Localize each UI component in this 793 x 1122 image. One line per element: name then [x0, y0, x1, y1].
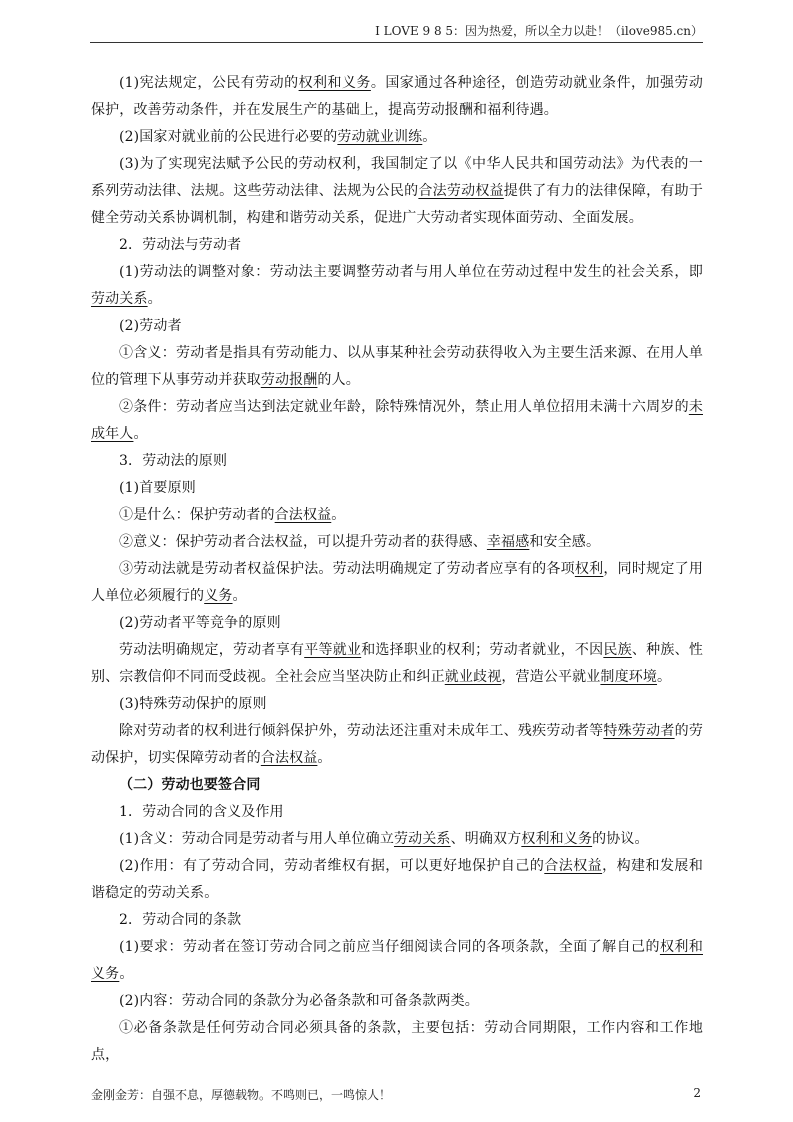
- paragraph: [91, 151, 703, 232]
- text-run: 提供了有力的法律保障，有助于健全劳动关系协调机制，构建和谐劳动关系，促进广大劳动者实现体面劳动、全面发展。: [91, 183, 703, 226]
- text-run: (1)宪法规定，公民有劳动的: [119, 75, 299, 91]
- text-run: 劳动法明确规定，劳动者享有: [119, 642, 305, 658]
- text-run: ，营造公平就业: [501, 669, 601, 685]
- paragraph: [91, 556, 703, 610]
- text-run: 除对劳动者的权利进行倾斜保护外，劳动法还注重对未成年工、残疾劳动者等: [119, 723, 604, 739]
- text-run: (1)含义：劳动合同是劳动者与用人单位确立: [119, 831, 394, 847]
- underlined-term: 劳动关系: [91, 291, 148, 307]
- underlined-term: 权利和义务: [91, 939, 703, 982]
- text-run: 1．劳动合同的含义及作用: [119, 804, 284, 820]
- text-run: ③劳动法就是劳动者权益保护法。劳动法明确规定了劳动者应享有的各项: [119, 561, 575, 577]
- paragraph: [91, 718, 703, 772]
- paragraph: [91, 340, 703, 394]
- page-number: 2: [693, 1086, 701, 1100]
- text-run: 。: [657, 669, 672, 685]
- text-run: 2．劳动合同的条款: [119, 912, 242, 928]
- text-run: 、明确双方: [450, 831, 522, 847]
- underlined-term: 权利: [574, 561, 604, 577]
- text-run: 。: [317, 750, 332, 766]
- paragraph: [91, 502, 703, 529]
- footer-motto: 金刚金芳：自强不息，厚德载物。不鸣则已，一鸣惊人！: [91, 1088, 392, 1102]
- underlined-term: 合法权益: [274, 507, 332, 523]
- text-run: (1)要求：劳动者在签订劳动合同之前应当仔细阅读合同的各项条款，全面了解自己的: [119, 939, 660, 955]
- text-run: (2)劳动者: [119, 318, 182, 334]
- text-run: 。: [331, 507, 346, 523]
- text-run: (1)劳动法的调整对象：劳动法主要调整劳动者与用人单位在劳动过程中发生的社会关系，即: [119, 264, 703, 280]
- paragraph: [91, 826, 703, 853]
- underlined-term: 义务: [204, 588, 233, 604]
- text-run: 。: [119, 966, 134, 982]
- text-run: 。: [422, 129, 437, 145]
- text-run: ，构建和发展和谐稳定的劳动关系。: [91, 858, 703, 901]
- underlined-term: 劳动就业训练: [337, 129, 423, 145]
- text-run: ②意义：保护劳动者合法权益，可以提升劳动者的获得感、: [119, 534, 487, 550]
- paragraph: [91, 394, 703, 448]
- paragraph: [91, 637, 703, 691]
- paragraph: [91, 259, 703, 313]
- underlined-term: 民族: [603, 642, 632, 658]
- underlined-term: 未成年人: [91, 399, 703, 442]
- text-run: (2)劳动者平等竞争的原则: [119, 615, 281, 631]
- text-run: 2．劳动法与劳动者: [119, 237, 242, 253]
- paragraph: [91, 853, 703, 907]
- paragraph: [91, 934, 703, 988]
- text-run: (1)首要原则: [119, 480, 196, 496]
- paragraph: [91, 799, 703, 826]
- underlined-term: 制度环境: [600, 669, 658, 685]
- text-run: 3．劳动法的原则: [119, 453, 228, 469]
- paragraph: [91, 475, 703, 502]
- underlined-term: 幸福感: [486, 534, 530, 550]
- document-body: [91, 70, 703, 1069]
- text-run: ①必备条款是任何劳动合同必须具备的条款，主要包括：劳动合同期限，工作内容和工作地点，: [91, 1020, 703, 1063]
- text-run: ，同时规定了用人单位必须履行的: [91, 561, 703, 604]
- text-run: 的协议。: [592, 831, 649, 847]
- text-run: 和选择职业的权利；劳动者就业，不因: [361, 642, 604, 658]
- section-heading: （二）劳动也要签合同: [119, 777, 261, 793]
- text-run: 。: [232, 588, 247, 604]
- text-run: ①含义：劳动者是指具有劳动能力、以从事某种社会劳动获得收入为主要生活来源、在用人单位的管理下从事劳动并获取: [91, 345, 703, 388]
- paragraph: [91, 124, 703, 151]
- underlined-term: 合法权益: [260, 750, 318, 766]
- underlined-term: 平等就业: [304, 642, 362, 658]
- text-run: 和安全感。: [529, 534, 601, 550]
- paragraph: [91, 313, 703, 340]
- paragraph: [91, 70, 703, 124]
- paragraph: [91, 907, 703, 934]
- underlined-term: 劳动报酬: [260, 372, 318, 388]
- text-run: 。国家通过各种途径，创造劳动就业条件，加强劳动保护，改善劳动条件，并在发展生产的基础上，提高劳动报酬和福利待遇。: [91, 75, 704, 118]
- text-run: (2)国家对就业前的公民进行必要的: [119, 129, 338, 145]
- text-run: 、种族、性别、宗教信仰不同而受歧视。全社会应当坚决防止和纠正: [91, 642, 703, 685]
- underlined-term: 合法劳动权益: [418, 183, 504, 199]
- underlined-term: 特殊劳动者: [603, 723, 675, 739]
- text-run: ①是什么：保护劳动者的: [119, 507, 275, 523]
- text-run: ②条件：劳动者应当达到法定就业年龄，除特殊情况外，禁止用人单位招用未满十六周岁的: [119, 399, 689, 415]
- underlined-term: 权利和义务: [521, 831, 593, 847]
- paragraph: [91, 529, 703, 556]
- text-run: (3)特殊劳动保护的原则: [119, 696, 267, 712]
- text-run: 。: [133, 426, 148, 442]
- text-run: (2)作用：有了劳动合同，劳动者维权有据，可以更好地保护自己的: [119, 858, 545, 874]
- paragraph: [91, 232, 703, 259]
- text-run: 的人。: [317, 372, 360, 388]
- page-header: I LOVE 9 8 5：因为热爱，所以全力以赴！（ilove985.cn）: [90, 22, 703, 43]
- paragraph: [91, 988, 703, 1015]
- text-run: 。: [147, 291, 162, 307]
- underlined-term: 劳动关系: [393, 831, 451, 847]
- paragraph: [91, 610, 703, 637]
- paragraph: [91, 448, 703, 475]
- paragraph: [91, 1015, 703, 1069]
- text-run: (2)内容：劳动合同的条款分为必备条款和可备条款两类。: [119, 993, 479, 1009]
- underlined-term: 就业歧视: [444, 669, 502, 685]
- text-run: (3)为了实现宪法赋予公民的劳动权利，我国制定了以《中华人民共和国劳动法》为代表的一系列劳动法律、法规。这些劳动法律、法规为公民的: [91, 156, 703, 199]
- paragraph: [91, 691, 703, 718]
- text-run: 的劳动保护，切实保障劳动者的: [91, 723, 703, 766]
- paragraph: [91, 772, 703, 799]
- underlined-term: 权利和义务: [298, 75, 371, 91]
- underlined-term: 合法权益: [544, 858, 603, 874]
